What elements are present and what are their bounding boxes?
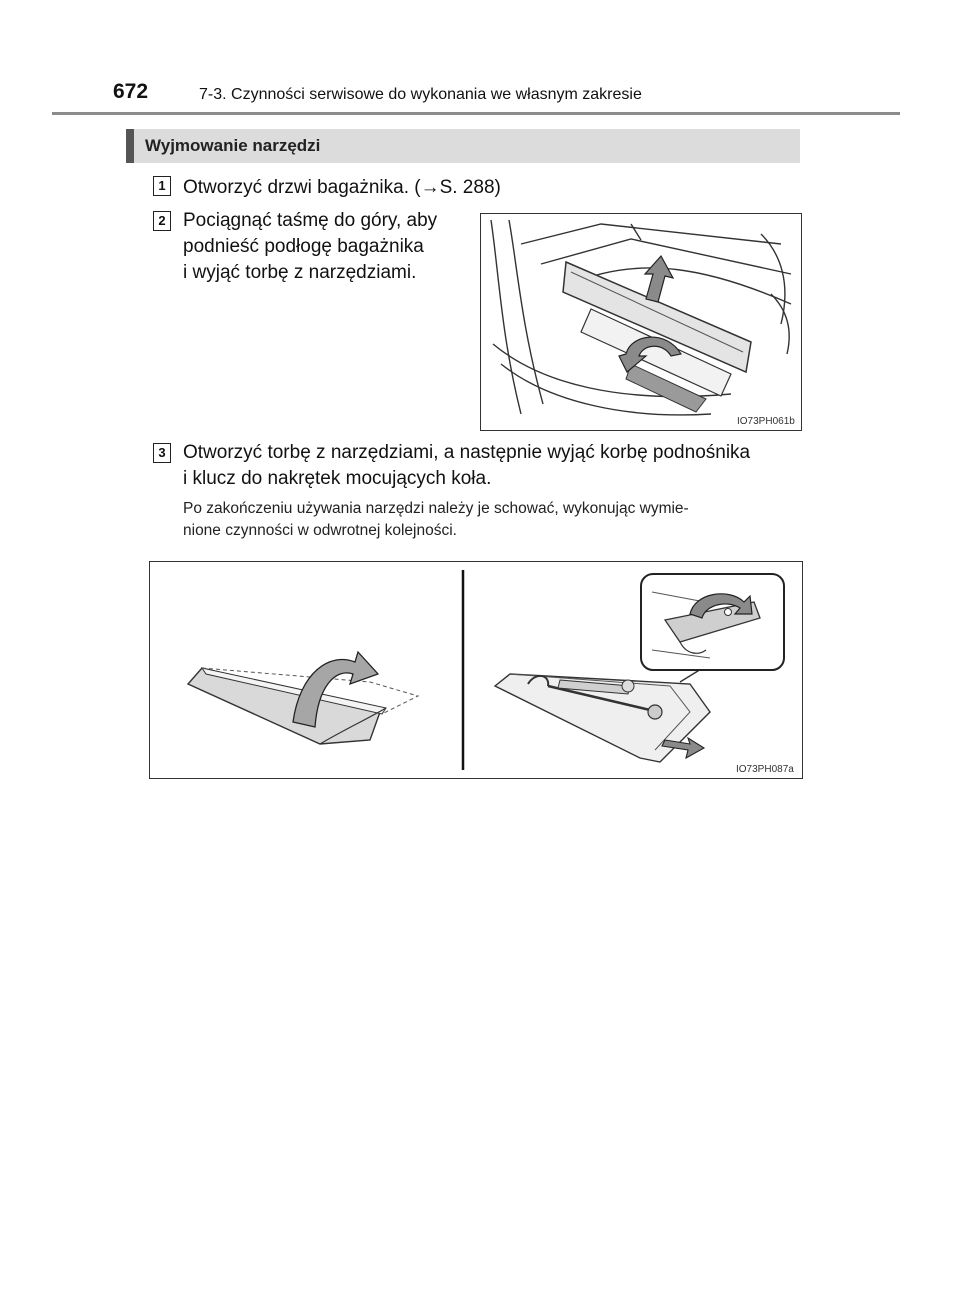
figure-1-code: IO73PH061b xyxy=(737,416,795,427)
step-3-text xyxy=(183,440,803,492)
trunk-floor-drawing xyxy=(481,214,801,430)
section-title: Wyjmowanie narzędzi xyxy=(145,136,321,155)
header-rule xyxy=(52,112,900,115)
section-accent xyxy=(126,129,134,163)
step-3-line: Otworzyć torbę z narzędziami, a następnie wyjąć korbę podnośnika xyxy=(183,442,751,463)
step-2-line: Pociągnąć taśmę do góry, aby xyxy=(183,210,438,231)
step-2-text xyxy=(183,208,463,286)
trunk-floor-illustration xyxy=(480,213,802,431)
step-2-line: podnieść podłogę bagażnika xyxy=(183,236,424,257)
step-2-line: i wyjąć torbę z narzędziami. xyxy=(183,262,417,283)
tool-bag-drawing xyxy=(150,562,802,778)
figure-2-code: IO73PH087a xyxy=(736,764,794,775)
section-heading xyxy=(126,129,800,163)
step-number-1: 1 xyxy=(153,176,171,196)
step-number-2: 2 xyxy=(153,211,171,231)
step-3-line: i klucz do nakrętek mocujących koła. xyxy=(183,468,492,489)
note-line: nione czynności w odwrotnej kolejności. xyxy=(183,522,457,539)
storage-note xyxy=(183,498,803,542)
step-1-text: Otworzyć drzwi bagażnika. (→S. 288) xyxy=(183,177,501,198)
page-number: 672 xyxy=(113,80,149,103)
tool-bag-illustration xyxy=(149,561,803,779)
note-line: Po zakończeniu używania narzędzi należy je schować, wykonując wymie- xyxy=(183,500,689,517)
step-number-3: 3 xyxy=(153,443,171,463)
chapter-title: 7-3. Czynności serwisowe do wykonania we własnym zakresie xyxy=(199,86,642,103)
